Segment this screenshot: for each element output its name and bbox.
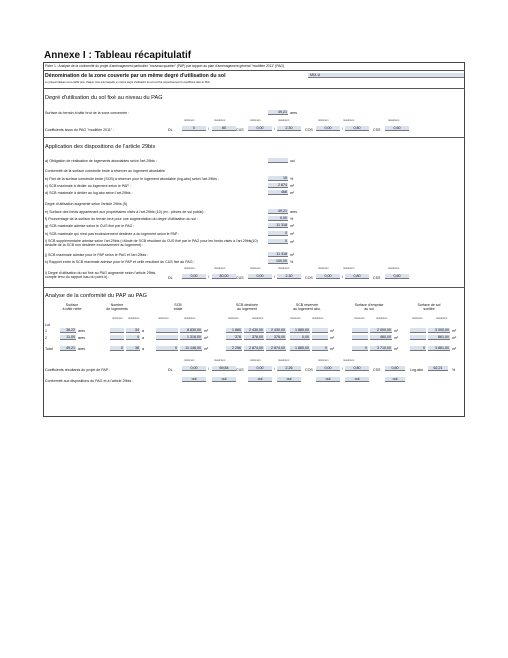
col-logements: Nombre de logements [106, 303, 128, 312]
cap-sce-min: minimum [412, 317, 423, 320]
row2-slog-max2[interactable]: 376,00 [266, 335, 286, 340]
conf-cos-max[interactable]: oui [345, 377, 369, 382]
analyse-heading: Analyse de la conformité du PAP au PAG [45, 293, 147, 299]
a-unit: oui [290, 159, 295, 163]
row1-res-unit: m² [330, 329, 335, 333]
cap-scb-max: maximum [184, 317, 196, 320]
k-field[interactable]: 100,00 [268, 259, 288, 264]
row2-slog-min[interactable]: 376 [226, 335, 242, 340]
l-dl-label: DL [168, 276, 173, 280]
row1-scb-unit: m² [204, 329, 209, 333]
res-cos-cap-min: minimum [318, 359, 329, 362]
row2-log-max[interactable]: 4 [126, 335, 140, 340]
res-cos-cap-max: maximum [343, 359, 355, 362]
c-field[interactable]: 2 874 [268, 183, 288, 188]
res-cus-cap-min: minimum [250, 359, 261, 362]
zone-label: Dénomination de la zone couverte par un même degré d'utilisation du sol [45, 73, 226, 79]
res-cos-label: COS [305, 368, 313, 372]
css-max-field[interactable]: 0,60 [385, 126, 409, 131]
res-css[interactable]: 0,60 [385, 366, 405, 371]
l-css-cap-max: maximum [388, 267, 400, 270]
dl-cap-min: minimum [184, 119, 195, 122]
row2-res-min[interactable]: 0,00 [290, 335, 310, 340]
l-cus-max-field[interactable]: 2,30 [277, 274, 301, 279]
row2-res-max[interactable] [312, 335, 328, 340]
row1-res-max[interactable] [312, 328, 328, 333]
conf-cus[interactable]: oui [248, 377, 272, 382]
row2-res-unit: m² [330, 336, 335, 340]
res-dl-min[interactable]: 0,00 [182, 366, 206, 371]
cos-max-field[interactable]: 0,80 [345, 126, 369, 131]
res-coef-label: Coefficients résultants du projet de PAP : [45, 368, 111, 372]
row1-emp-unit: m² [394, 329, 399, 333]
row2-log-min[interactable] [110, 335, 124, 340]
page-title: Annexe I : Tableau récapitulatif [44, 50, 192, 61]
row1-sce-unit: m² [452, 329, 457, 333]
lot-label: Lot [45, 323, 50, 327]
f-field[interactable]: 0,00 [268, 216, 288, 221]
j-label: j) SCB maximale admise pour le PAP selon le PAG et l'art.29bis : [45, 253, 149, 257]
cap-res-max: maximum [312, 317, 324, 320]
h-field[interactable]: 0 [268, 231, 288, 236]
row1-log-max[interactable]: 34 [126, 328, 140, 333]
divider [43, 70, 465, 71]
res-dl-cap-max: maximum [214, 359, 226, 362]
total-log-min[interactable]: 0 [110, 346, 124, 351]
row2-log-unit: a [142, 336, 144, 340]
row2-lot: 2 [45, 336, 47, 340]
conf-dl[interactable]: oui [182, 377, 206, 382]
col-surface: Surface à bâtir nette [62, 303, 82, 312]
dl-max-field[interactable]: 80 [212, 126, 236, 131]
col-scb-log: SCB destinée au logement [236, 303, 258, 312]
row1-emp-min[interactable] [352, 328, 368, 333]
b-label: b) Part de la surface construite brute (SCB) à réserver pour le logement abordable (log.abo) selon l'art.29bis : [45, 177, 219, 181]
cus-cap-max: maximum [278, 119, 290, 122]
e-field[interactable]: 49,21 [268, 209, 288, 214]
res-cos-max[interactable]: 0,80 [345, 366, 369, 371]
i-label: i) SCB supplémentaire admise selon l'art.29bis (=Mode de SCB résultant du CUS fixé par le PAG pour les fonds visés à l'art.29bis(10) déduite de la SCB non destinée exclusivement au logement) : [45, 239, 258, 248]
d-unit: m² [290, 191, 295, 195]
total-surface[interactable]: 49,21 [60, 346, 76, 351]
res-cus-max[interactable]: 2,26 [277, 366, 301, 371]
row1-sce-max[interactable]: 3 000,00 [428, 328, 450, 333]
row2-scb-unit: m² [204, 336, 209, 340]
surface-unit: ares [290, 111, 297, 115]
row2-sce-min[interactable] [410, 335, 426, 340]
a-label: a) Obligation de réalisation de logements abordables selon l'art.29bis : [45, 159, 157, 163]
row1-log-unit: a [142, 329, 144, 333]
total-emp-unit: m² [394, 347, 399, 351]
total-sce-max[interactable]: 3 861,00 [428, 346, 450, 351]
row2-sce-unit: m² [452, 336, 457, 340]
j-field[interactable]: 11 318 [268, 252, 288, 257]
j-unit: m² [290, 253, 295, 257]
total-scb-min[interactable]: 0 [156, 346, 178, 351]
total-unit: ares [78, 347, 85, 351]
total-label: Total [45, 347, 53, 351]
row1-slog-max[interactable]: 2 430,00 [244, 328, 264, 333]
f-label: f) Pourcentage de la surface du terrain brut pour une augmentation du degré d'utilisation du sol : [45, 217, 198, 221]
coef-label: Coefficients issus du PAG "modifiée 2011" : [45, 128, 115, 132]
cap-slog-min: minimum [228, 317, 239, 320]
g-unit: m² [290, 224, 295, 228]
conf-cos[interactable]: oui [316, 377, 340, 382]
cap-log-min: minimum [112, 317, 123, 320]
row2-slog-max[interactable]: 376,00 [244, 335, 264, 340]
total-emp-min[interactable]: 0 [352, 346, 368, 351]
total-slog-max2[interactable]: 2 874,00 [266, 346, 286, 351]
total-sce-min[interactable]: 0 [410, 346, 426, 351]
conf-css[interactable]: oui [385, 377, 405, 382]
cos-min-field[interactable]: 0,00 [316, 126, 340, 131]
row2-emp-max[interactable]: 460,00 [370, 335, 392, 340]
dl-min-field[interactable]: 0 [182, 126, 206, 131]
total-emp-max[interactable]: 3 710,00 [370, 346, 392, 351]
b-field[interactable]: 15 [268, 176, 288, 181]
row1-res-min[interactable]: 1 880,00 [290, 328, 310, 333]
cus-min-field[interactable]: 0,00 [248, 126, 272, 131]
cap-scb-min: minimum [158, 317, 169, 320]
b-unit: % [290, 177, 294, 181]
i-unit: m² [290, 240, 295, 244]
row1-unit: ares [78, 329, 85, 333]
cap-sce-max: maximum [436, 317, 448, 320]
conf-dl-max[interactable]: oui [212, 377, 236, 382]
row1-scb-min[interactable] [156, 328, 178, 333]
l-css-max-field[interactable]: 0,60 [385, 274, 409, 279]
cap-emp-min: minimum [354, 317, 365, 320]
col-scb-res: SCB réservée au logement abo. [293, 303, 321, 312]
total-slog-min[interactable]: 2 256 [226, 346, 242, 351]
cus-label: CUS [236, 128, 244, 132]
l-dl-min-field[interactable]: 0,00 [182, 274, 206, 279]
res-cos-min[interactable]: 0,00 [316, 366, 340, 371]
k-label: k) Rapport entre la SCB maximale admise pour le PAP et celle résultant du CUS fixé au PAG : [45, 260, 195, 264]
res-dl-max[interactable]: 69,84 [212, 366, 236, 371]
row2-emp-unit: m² [394, 336, 399, 340]
l-cos-max-field[interactable]: 0,80 [345, 274, 369, 279]
cos-cap-max: maximum [343, 119, 355, 122]
g-label: g) SCB maximale admise selon le CUS fixé par le PAG : [45, 224, 135, 228]
f-unit: % [290, 217, 294, 221]
dl-label: DL [168, 128, 173, 132]
row1-emp-max[interactable]: 2 000,00 [370, 328, 392, 333]
l-cus-cap-max: maximum [278, 267, 290, 270]
res-cus-cap-max: maximum [278, 359, 290, 362]
total-res-unit: m² [330, 347, 335, 351]
zone-note: Le présent tableau est à établir pour chaque zone pour laquelle un même degré d'utilisation du sol est fixé respectivement du coefficient dans le PAG [45, 81, 210, 84]
total-scb-max[interactable]: 11 146,00 [180, 346, 202, 351]
divider [43, 88, 465, 89]
total-res-min[interactable]: 1 880,00 [290, 346, 310, 351]
l-cos-cap-min: minimum [318, 267, 329, 270]
css-cap-max: maximum [388, 119, 400, 122]
cus-cap-min: minimum [250, 119, 261, 122]
res-dl-label: DL [168, 368, 173, 372]
row1-slog-min[interactable]: 1 880 [226, 328, 242, 333]
l-dl-cap-max: maximum [214, 267, 226, 270]
l-cus-cap-min: minimum [250, 267, 261, 270]
c-label: c) SCB maximale à dédier au logement selon le PAP : [45, 184, 131, 188]
degre-heading: Degré d'utilisation du sol fixé au niveau du PAG [45, 95, 163, 101]
res-cus-min[interactable]: 0,00 [248, 366, 272, 371]
divider [43, 287, 465, 288]
col-emprise: Surface d'emprise au sol [354, 303, 384, 312]
total-slog-max[interactable]: 2 874,00 [244, 346, 264, 351]
res-cus-label: CUS [236, 368, 244, 372]
cus-max-field[interactable]: 2,30 [277, 126, 301, 131]
app-heading: Application des dispositions de l'article 29bis [45, 144, 156, 150]
total-log-unit: a [142, 347, 144, 351]
c-unit: m² [290, 184, 295, 188]
row2-scb-min[interactable] [156, 335, 178, 340]
total-sce-unit: m² [452, 347, 457, 351]
total-log-max[interactable]: 38 [126, 346, 140, 351]
res-logabo[interactable]: 62,21 [428, 366, 448, 371]
res-css-label: CSS [373, 368, 381, 372]
conf-pag-label: Conformité aux dispositions du PAG et à l'article 29bis : [45, 379, 134, 383]
l-cos-label: COS [305, 276, 313, 280]
cap-log-max: maximum [128, 317, 140, 320]
cos-cap-min: minimum [318, 119, 329, 122]
row1-log-min[interactable] [110, 328, 124, 333]
a-field[interactable] [268, 158, 288, 163]
res-logabo-unit: % [452, 368, 456, 372]
total-res-max[interactable]: 0 [312, 346, 328, 351]
l-cos-cap-max: maximum [343, 267, 355, 270]
res-logabo-label: Log.abo [410, 368, 423, 372]
dl-cap-max: maximum [214, 119, 226, 122]
total-scb-unit: m² [204, 347, 209, 351]
row1-lot: 1 [45, 329, 47, 333]
l-cus-min-field[interactable]: 0,00 [248, 274, 272, 279]
col-scellee: Surface de sol scellée [417, 303, 441, 312]
zone-field[interactable]: MIX-U [308, 73, 464, 78]
divider [43, 137, 465, 138]
deg-label: Degré d'utilisation augmenté selon l'article 29bis (5) [45, 202, 128, 206]
l-label: l) Degré d'utilisation du sol fixé au PAG augmenté selon l'article 29bis, compte tenu du rapport issu du point k) : [45, 271, 157, 280]
row1-surface[interactable]: 38,22 [60, 328, 76, 333]
cos-label: COS [305, 128, 313, 132]
d-field[interactable]: 466 [268, 190, 288, 195]
l-dl-max-field[interactable]: 80,00 [212, 274, 236, 279]
h-unit: m² [290, 232, 295, 236]
g-field[interactable]: 11 318 [268, 223, 288, 228]
row2-unit: ares [78, 336, 85, 340]
l-cos-min-field[interactable]: 0,00 [316, 274, 340, 279]
conf-cus-max[interactable]: oui [277, 377, 301, 382]
fiche-line: Fiche 1 : Analyse de la conformité du projet d'aménagement particulier "nouveau quartier" (PAP) par rapport au plan d'aménagement général "modifiée 2011" (PAG) [45, 64, 285, 68]
surface-label: Surface du terrain à bâtir brut de la zone concernée : [45, 111, 130, 115]
d-label: d) SCB maximale à dédier au log.abo selon l'art.29bis : [45, 191, 133, 195]
i-field[interactable]: 0 [268, 239, 288, 244]
h-label: h) SCB maximale qui n'est pas exclusivement destinée à du logement selon le PAP : [45, 232, 180, 236]
row2-sce-max[interactable]: 861,00 [428, 335, 450, 340]
css-label: CSS [373, 128, 381, 132]
cap-slog-max: maximum [252, 317, 264, 320]
row2-emp-min[interactable] [352, 335, 368, 340]
l-dl-cap-min: minimum [184, 267, 195, 270]
conf-label: Conformité de la surface construite brute à réserver au logement abordable [45, 169, 165, 173]
l-css-label: CSS [373, 276, 381, 280]
k-unit: % [290, 260, 294, 264]
e-unit: ares [290, 210, 297, 214]
cap-res-min: minimum [290, 317, 301, 320]
row1-sce-min[interactable] [410, 328, 426, 333]
row2-scb-max[interactable]: 1 316,00 [180, 335, 202, 340]
col-scb: SCB totale [173, 303, 183, 312]
l-cus-label: CUS [236, 276, 244, 280]
surface-field[interactable]: 49,21 [268, 110, 288, 115]
cap-emp-max: maximum [376, 317, 388, 320]
row1-slog-max2[interactable]: 2 430,00 [266, 328, 286, 333]
row1-scb-max[interactable]: 8 830,00 [180, 328, 202, 333]
row2-surface[interactable]: 11,00 [60, 335, 76, 340]
res-dl-cap-min: minimum [184, 359, 195, 362]
e-label: e) Surface des fonds appartenant aux propriétaires visés à l'art.29bis (10) (ex.: pièces de sol public) : [45, 210, 206, 214]
